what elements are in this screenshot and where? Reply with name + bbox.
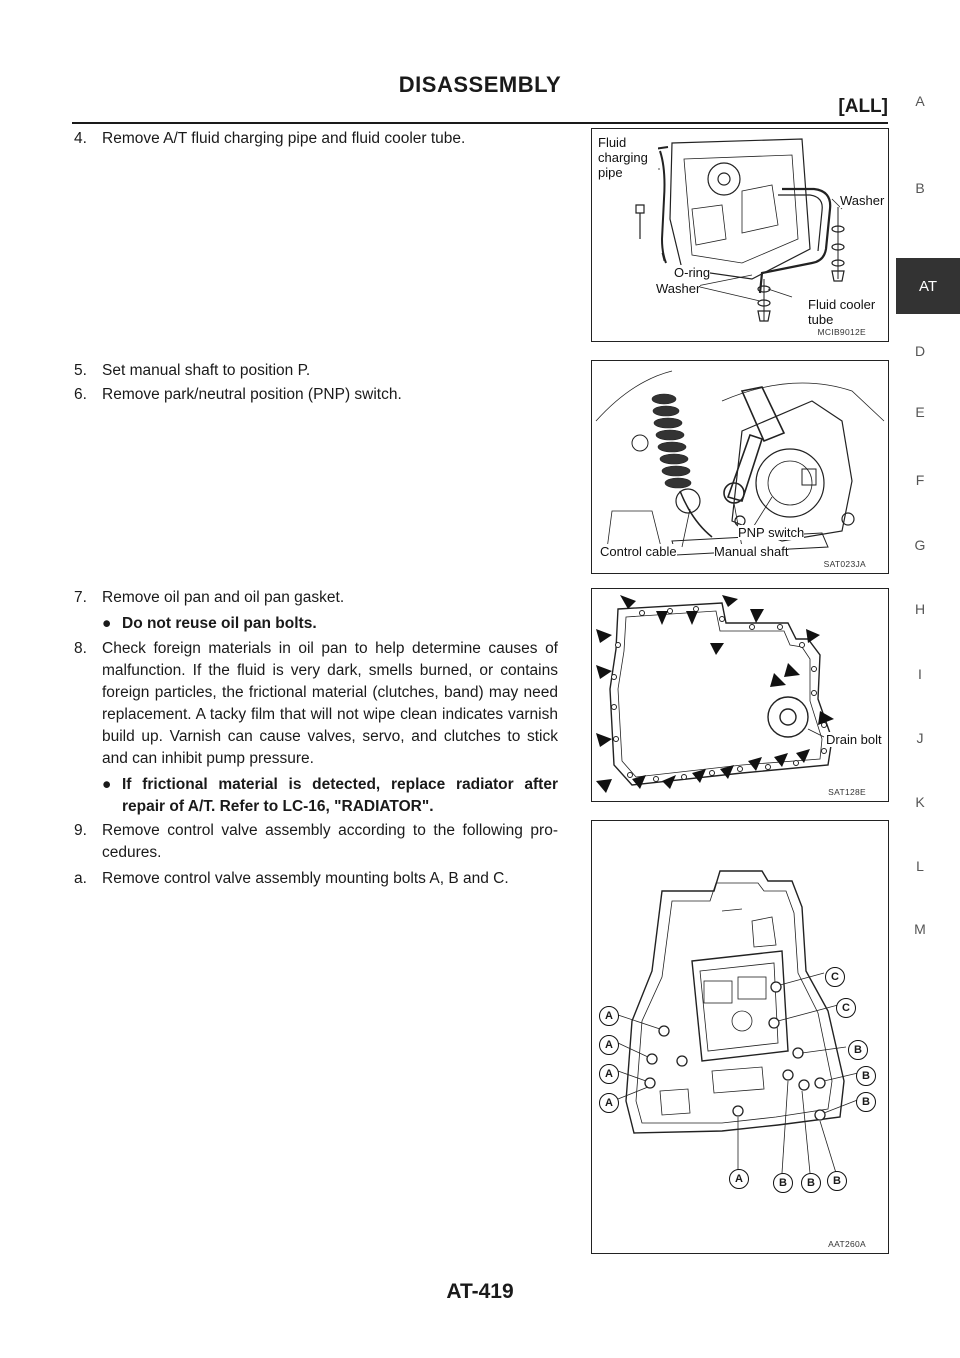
label-fluid-cooler-tube: Fluid cooler tube: [808, 297, 880, 327]
side-tab-d[interactable]: D: [914, 343, 926, 359]
label-washer-bottom: Washer: [656, 281, 701, 296]
bolt-label-c: C: [825, 967, 845, 987]
step-9a: [74, 868, 558, 890]
bolt-label-a: A: [599, 1006, 619, 1026]
step-text: Remove oil pan and oil pan gasket.: [102, 589, 345, 606]
figure-oil-pan: [591, 588, 889, 802]
bolt-label-b: B: [773, 1173, 793, 1193]
step-number: 4.: [74, 130, 87, 147]
step-7-caution: [102, 613, 558, 635]
side-tab-b[interactable]: B: [915, 180, 925, 196]
bolt-label-a: A: [729, 1169, 749, 1189]
side-tab-g[interactable]: G: [914, 537, 926, 553]
side-tab-at-active[interactable]: AT: [896, 258, 960, 314]
step-number: 5.: [74, 362, 87, 379]
step-number: a.: [74, 870, 87, 887]
bullet-icon: ●: [102, 776, 112, 793]
header-divider: [72, 122, 888, 124]
side-tab-j[interactable]: J: [916, 730, 924, 746]
label-fluid-charging-pipe: Fluid charging pipe: [598, 135, 658, 180]
step-text: Set manual shaft to position P.: [102, 362, 311, 379]
step-4: [74, 128, 558, 150]
label-pnp-switch: PNP switch: [738, 525, 805, 540]
step-8-caution: [102, 774, 558, 818]
figure-code: MCIB9012E: [817, 327, 866, 337]
step-text: Remove control valve assembly mounting bolts A, B and C.: [102, 870, 509, 887]
bolt-label-b: B: [856, 1092, 876, 1112]
bolt-label-a: A: [599, 1093, 619, 1113]
step-text: Remove A/T fluid charging pipe and fluid cooler tube.: [102, 130, 466, 147]
side-tab-i[interactable]: I: [918, 666, 922, 682]
side-tab-h[interactable]: H: [914, 601, 926, 617]
step-number: 8.: [74, 640, 87, 657]
bolt-label-a: A: [599, 1035, 619, 1055]
step-number: 7.: [74, 589, 87, 606]
side-tab-a[interactable]: A: [915, 93, 925, 109]
step-text: Remove park/neutral position (PNP) switch.: [102, 386, 402, 403]
bolt-label-b: B: [848, 1040, 868, 1060]
step-number: 6.: [74, 386, 87, 403]
label-drain-bolt: Drain bolt: [826, 732, 882, 747]
caution-text: If frictional material is detected, replace radiator after repair of A/T. Refer to LC-16, "RADIATOR".: [122, 776, 558, 815]
step-number: 9.: [74, 822, 87, 839]
step-5: [74, 360, 558, 382]
side-tab-e[interactable]: E: [915, 404, 925, 420]
step-9: [74, 820, 558, 864]
side-tab-k[interactable]: K: [915, 794, 925, 810]
step-6: [74, 384, 558, 406]
figure-pnp-switch: [591, 360, 889, 574]
step-text: Remove control valve assembly according to the following pro- cedures.: [102, 822, 558, 861]
label-washer-top: Washer: [840, 193, 885, 208]
figure-code: AAT260A: [828, 1239, 866, 1249]
page-title: DISASSEMBLY: [398, 72, 562, 97]
page-number: AT-419: [446, 1280, 514, 1303]
figure-fluid-charging-pipe: [591, 128, 889, 342]
bolt-label-c: C: [836, 998, 856, 1018]
side-tab-f[interactable]: F: [915, 472, 925, 488]
caution-text: Do not reuse oil pan bolts.: [122, 615, 317, 632]
bolt-label-b: B: [856, 1066, 876, 1086]
label-o-ring: O-ring: [674, 265, 711, 280]
label-control-cable: Control cable: [600, 544, 677, 559]
figure-control-valve: [591, 820, 889, 1254]
bullet-icon: ●: [102, 615, 112, 632]
side-tab-l[interactable]: L: [916, 858, 924, 874]
side-tab-m[interactable]: M: [914, 921, 926, 937]
step-8: [74, 638, 558, 770]
oil-pan-illustration: [592, 589, 888, 801]
bolt-label-b: B: [801, 1173, 821, 1193]
section-tag: [ALL]: [838, 96, 888, 117]
label-manual-shaft: Manual shaft: [714, 544, 789, 559]
figure-code: SAT023JA: [823, 559, 866, 569]
pnp-switch-illustration: [592, 361, 888, 573]
step-text: Check foreign materials in oil pan to help determine causes of malfunction. If the fluid is very dark, smells burned, or contains foreign particles, the frictional material (clutches, band) may need replacement. A tacky film that will not wipe clean indicates varnish build up. Varnish can cause valves, servo, and clutches to stick and can inhibit pump pressure.: [102, 640, 558, 767]
bolt-label-a: A: [599, 1064, 619, 1084]
step-7: [74, 587, 558, 609]
figure-code: SAT128E: [828, 787, 866, 797]
bolt-label-b: B: [827, 1171, 847, 1191]
